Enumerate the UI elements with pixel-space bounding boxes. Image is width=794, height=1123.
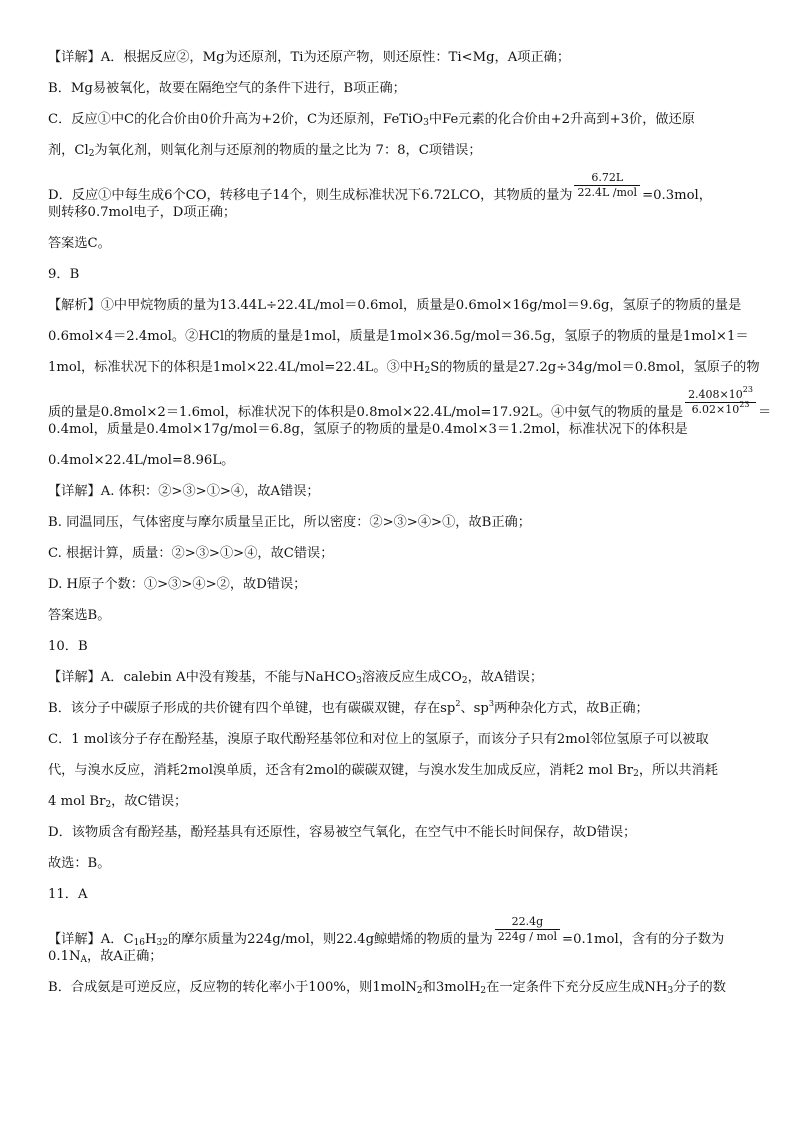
text-line: C．反应①中C的化合价由0价升高为+2价，C为还原剂，FeTiO$_3$中Fe元素的化合价由+2升高到+3价，做还原 — [48, 112, 695, 128]
text-line: 剂，$Cl_2$为氧化剂，则氧化剂与还原剂的物质的量之比为 7：8，C项错误； — [48, 143, 482, 159]
text-line: 【详解】A．$C_{16}H_{32}$的摩尔质量为224g/mol，则22.4g鲸蜡烯的物质的量为 $\frac{22.4g}{\text{224g / mol}}$ =0.1mol，含有的分子数为 — [48, 915, 725, 948]
fraction: $\frac{6.72L}{\text{22.4L /mol}}$ — [574, 171, 640, 200]
text-line: 1mol，标准状况下的体积是1mol×22.4L/mol=22.4L。③中$H_2S$的物质的量是27.2g÷34g/mol＝0.8mol，氢原子的物 — [48, 360, 760, 376]
text-line: C．1 mol该分子存在酚羟基，溴原子取代酚羟基邻位和对位上的氢原子，而该分子只有2mol邻位氢原子可以被取 — [48, 732, 709, 747]
text-line: 代，与溴水反应，消耗2mol溴单质，还含有2mol的碳碳双键，与溴水发生加成反应，消耗2 mol $Br_2$，所以共消耗 — [48, 763, 718, 779]
text-line: 则转移0.7mol电子，D项正确； — [48, 205, 237, 220]
text-line: 4 mol $Br_2$，故C错误； — [48, 794, 188, 810]
text-line: 【详解】A. 体积：②>③>①>④，故A错误； — [48, 484, 320, 499]
document-body — [48, 50, 772, 1011]
text-line: B．Mg易被氧化，故要在隔绝空气的条件下进行，B项正确； — [48, 81, 406, 96]
text-line: C. 根据计算，质量：②>③>①>④，故C错误； — [48, 546, 334, 561]
text-line: 0.4mol，质量是0.4mol×17g/mol＝6.8g，氢原子的物质的量是0.4mol×3＝1.2mol，标准状况下的体积是 — [48, 422, 688, 437]
text-line: 答案选C。 — [48, 236, 111, 251]
text-line: B. 同温同压，气体密度与摩尔质量呈正比，所以密度：②>③>④>①，故B正确； — [48, 515, 531, 530]
text-line: 故选：B。 — [48, 856, 111, 871]
fraction: $\frac{22.4g}{\text{224g / mol}}$ — [495, 915, 560, 944]
text-line: 0.6mol×4＝2.4mol。②HCl的物质的量是1mol，质量是1mol×36.5g/mol＝36.5g，氢原子的物质的量是1mol×1＝ — [48, 329, 749, 344]
text-line: 0.4mol×22.4L/mol=8.96L。 — [48, 453, 235, 468]
text-line: D．该物质含有酚羟基，酚羟基具有还原性，容易被空气氧化，在空气中不能长时间保存，故D错误； — [48, 825, 637, 840]
text-line: B．该分子中碳原子形成的共价键有四个单键，也有碳碳双键，存在$sp^2$、$sp^3$两种杂化方式，故B正确； — [48, 699, 649, 716]
question-number: 9．B — [48, 267, 80, 282]
fraction: $\frac{2.408\times 10^{23}}{6.02\times 10^{23}}$ — [685, 388, 756, 417]
text-line: D．反应①中每生成6个CO，转移电子14个，则生成标准状况下6.72LCO，其物质的量为 $\frac{6.72L}{\text{22.4L /mol}}$ =0.3mol， — [48, 171, 712, 203]
text-line: B．合成氨是可逆反应，反应物的转化率小于100%，则1molN$_2$和3molH$_2$在一定条件下充分反应生成$NH_3$分子的数 — [48, 980, 726, 996]
text-line: D. H原子个数：①>③>④>②，故D错误； — [48, 577, 307, 592]
text-line: 【详解】A．calebin A中没有羧基，不能与NaHCO$_3$溶液反应生成$CO_2$，故A错误； — [48, 670, 544, 686]
question-number: 11．A — [48, 887, 88, 902]
text-line: 【详解】A．根据反应②，Mg为还原剂，Ti为还原产物，则还原性：Ti<Mg，A项正确； — [48, 50, 571, 65]
text-line: 答案选B。 — [48, 608, 111, 623]
question-number: 10．B — [48, 639, 88, 654]
text-line: 质的量是0.8mol×2＝1.6mol，标准状况下的体积是0.8mol×22.4L/mol=17.92L。④中氨气的物质的量是 $\frac{2.408\times 10^{23}}{6.02\times 10^{23}}$ ＝ — [48, 385, 772, 420]
text-line: 【解析】①中甲烷物质的量为13.44L÷22.4L/mol＝0.6mol，质量是0.6mol×16g/mol＝9.6g，氢原子的物质的量是 — [48, 298, 742, 313]
text-line: $0.1N_A$，故A正确； — [48, 949, 163, 965]
